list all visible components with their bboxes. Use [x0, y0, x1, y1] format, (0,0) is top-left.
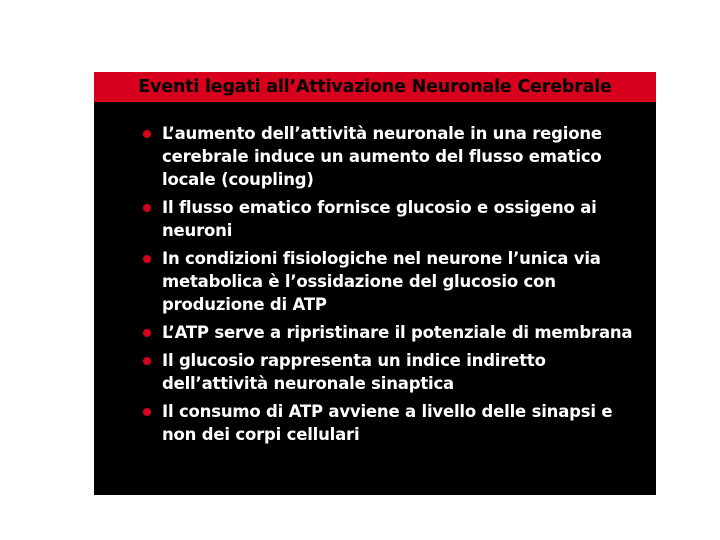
- slide-title: Eventi legati all’Attivazione Neuronale Cerebrale: [138, 77, 612, 97]
- bullet-marker-icon: [143, 130, 151, 138]
- bullet-text: L’ATP serve a ripristinare il potenziale di membrana: [162, 323, 633, 342]
- bullet-marker-icon: [143, 255, 151, 263]
- bullet-marker-icon: [143, 408, 151, 416]
- bullet-item: [141, 400, 646, 446]
- bullet-item: [141, 349, 646, 395]
- bullet-text: Il consumo di ATP avviene a livello delle sinapsi e non dei corpi cellulari: [162, 402, 613, 444]
- bullet-text: Il flusso ematico fornisce glucosio e ossigeno ai neuroni: [162, 198, 597, 240]
- bullet-item: [141, 247, 646, 316]
- bullet-item: [141, 321, 646, 344]
- bullet-marker-icon: [143, 357, 151, 365]
- bullet-item: [141, 196, 646, 242]
- bullet-marker-icon: [143, 204, 151, 212]
- bullet-list: [141, 122, 646, 451]
- bullet-item: [141, 122, 646, 191]
- title-bar: [94, 72, 656, 102]
- bullet-marker-icon: [143, 329, 151, 337]
- bullet-text: In condizioni fisiologiche nel neurone l’unica via metabolica è l’ossidazione del glucosio con produzione di ATP: [162, 249, 601, 314]
- bullet-text: L’aumento dell’attività neuronale in una regione cerebrale induce un aumento del flusso ematico locale (coupling): [162, 124, 602, 189]
- bullet-text: Il glucosio rappresenta un indice indiretto dell’attività neuronale sinaptica: [162, 351, 546, 393]
- slide: [94, 72, 656, 495]
